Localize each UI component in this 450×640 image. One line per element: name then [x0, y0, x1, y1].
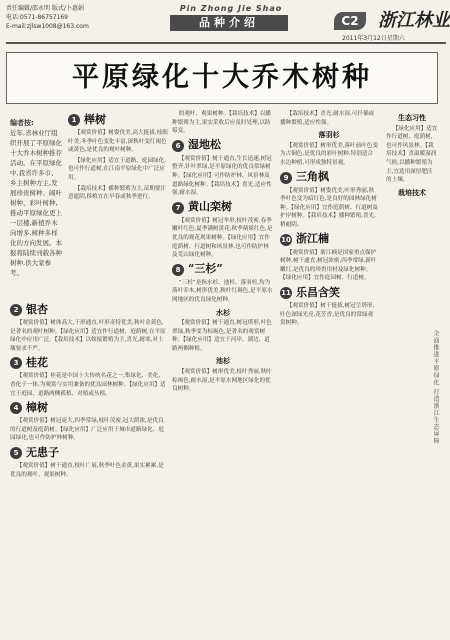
section-pinyin: Pin Zhong Jie Shao	[179, 4, 283, 13]
article-paragraph: 【观赏价值】树冠伞形,枝叶茂密,春季嫩叶红色,夏季满树黄花,秋季蒴果红色,是优良的观花观果树种。【绿化应用】宜作庭荫树、行道树和风景林,也可作防护林及荒山绿化树种。	[172, 217, 273, 259]
tree-heading	[280, 234, 378, 246]
article-paragraph: 【观赏价值】树姿优美,高大挺拔,枝细叶美,冬季叶色变化丰富,深秋叶变红褐色或黄色,是优良的观叶树种。	[68, 130, 168, 154]
headline: 平原绿化十大乔木树种	[72, 62, 372, 93]
tree-number: 8	[172, 264, 184, 276]
header-contact-info	[6, 4, 89, 31]
tree-heading	[172, 202, 274, 214]
tree-name: “三杉”	[188, 262, 223, 276]
tree-heading	[10, 304, 168, 316]
tree-number: 2	[10, 304, 22, 316]
tree-heading	[10, 357, 168, 369]
article-paragraph: “三杉”是指水杉、池杉、落羽杉,均为落叶乔木,树形优美,秋叶红褐色,是平原水网地区的优良绿化树种。	[172, 279, 273, 303]
article-paragraph: 【观赏价值】树冠庞大,四季常绿,枝叶茂密,冠大荫浓,是优良的行道树及庭荫树。【绿化应用】广泛应用于城市道路绿化、庭园绿化,也可作防护林树种。	[10, 418, 164, 442]
column-1-lower	[10, 300, 168, 630]
header-rule	[6, 42, 446, 44]
column-1-upper	[68, 110, 168, 298]
article-paragraph: 【栽培技术】播种繁殖为主,苗期要注意遮阴,移植宜在早春或秋季进行。	[68, 185, 166, 201]
article-paragraph: 【观赏价值】浙江楠是国家重点保护树种,树干通直,树冠浓密,四季常绿,新叶嫩红,是优良的珍贵用材及绿化树种。【绿化应用】宜作庭园树、行道树。	[280, 249, 377, 282]
subheading-habit: 生态习性	[398, 114, 426, 122]
tree-name: 乐昌含笑	[296, 285, 340, 299]
article-paragraph: 【观赏价值】树干挺拔,树冠呈塔形,叶色深绿光亮,花芳香,是优良的常绿观赏树种。	[280, 302, 375, 327]
tree-name: 银杏	[26, 302, 48, 316]
header-phone: 电话:0571-86757169	[6, 14, 68, 21]
article-paragraph: 【观赏价值】树姿优美,叶形秀丽,秋季叶色变为暗红色,是良好的园林绿化树种。【绿化应用】宜作庭荫树、行道树及护岸树种。【栽培技术】播种繁殖,喜光,稍耐阴。	[280, 187, 378, 228]
tree-number: 9	[280, 172, 292, 184]
subheading-cultivation: 栽培技术	[398, 188, 426, 197]
newspaper-logo: 浙江林业	[378, 10, 450, 31]
tree-name: 桂花	[26, 356, 48, 370]
subheading-luoyushan: 落羽杉	[318, 131, 340, 140]
header-email: E-mail:zjlsw1008@163.com	[6, 23, 89, 30]
tree-name: 黄山栾树	[188, 200, 232, 214]
header-editor: 责任编辑/邵永明 版式/卜惠娟	[6, 5, 84, 12]
tree-number: 1	[68, 114, 80, 126]
tree-number: 5	[10, 447, 22, 459]
tree-heading	[68, 114, 168, 126]
tree-name: 三角枫	[296, 170, 329, 184]
tree-name: 浙江楠	[296, 232, 329, 246]
tree-heading	[172, 140, 274, 152]
article-paragraph: 【观赏价值】树干通直,树冠塔形,叶色翠绿,秋季变为棕褐色,是著名的观赏树种。【绿化应用】适宜于河岸、湖边、道路两侧种植。	[172, 320, 272, 352]
headline-box	[6, 52, 438, 104]
article-paragraph: 【绿化应用】适宜于道路、庭园绿化,也可作行道树,在江南平原绿化中广泛应用。	[68, 157, 166, 181]
tree-number: 7	[172, 202, 184, 214]
column-2	[172, 110, 274, 630]
tree-heading	[280, 172, 378, 184]
article-paragraph: 【观赏价值】树体高大,干形通直,叶形奇特优美,秋叶金黄色,是著名的观叶树种。【绿化应用】适宜作行道树、庭荫树,在平原绿化中应用广泛。【栽培技术】以嫁接繁殖为主,喜光,耐寒,对土壤要求不严。	[10, 320, 166, 352]
article-paragraph: 【观赏价值】树形优美,枝叶秀丽,秋叶棕褐色,耐水湿,是平原水网地区绿化的优良树种。	[172, 369, 272, 393]
tree-heading	[280, 287, 378, 299]
tree-name: 榉树	[84, 112, 106, 126]
subheading-chishan: 池杉	[216, 357, 230, 366]
column-3	[280, 110, 378, 630]
article-paragraph: 【观赏价值】树形优美,落叶前叶色变为古铜色,是优良的彩叶树种,特别适合水边种植,可形成独特景观。	[280, 142, 378, 166]
editor-note	[10, 118, 64, 298]
tree-name: 无患子	[26, 445, 59, 459]
article-paragraph: 【观赏价值】桂花是中国十大传统名花之一,集绿化、美化、香化于一体,为观赏与实用兼备的优良园林树种。【绿化应用】适宜于庭园、道路两侧孤植、对植或丛植。	[10, 373, 166, 397]
tree-heading	[10, 447, 168, 459]
tree-name: 樟树	[26, 400, 48, 414]
tree-number: 10	[281, 235, 291, 244]
issue-date: 2011年3月12日星期六	[342, 35, 405, 42]
editor-note-title: 编者按:	[10, 119, 34, 127]
tree-heading	[10, 402, 168, 414]
subheading-shuishan: 水杉	[216, 308, 230, 317]
tree-name: 湿地松	[188, 138, 221, 152]
tree-number: 4	[10, 402, 22, 414]
tree-heading	[172, 264, 274, 276]
tree-number: 6	[172, 140, 184, 152]
article-paragraph: 【观赏价值】树干通直,生长迅速,树冠整齐,针叶翠绿,是平原绿化的优良常绿树种。【绿化应用】可作防护林、风景林及道路绿化树种。【栽培技术】喜光,适应性强,耐水湿。	[172, 155, 272, 197]
editor-note-body: 近年,省林业厅组织开展了平原绿化十大乔木树种推荐活动。在平原绿化中,我省许多市、乡主树种方主,发展珍贵树种、阔叶树种、彩叶树种,推动平原绿化更上一层楼,新植乔木向增多,树种多样化的方向发展。本报将陆续刊载各种树种,供大家参考。	[10, 129, 62, 277]
article-paragraph: 【栽培技术】喜光,耐水湿,可扦插或播种繁殖,适应性强。	[280, 111, 375, 126]
tree-number: 3	[10, 357, 22, 369]
article-paragraph: 的观叶、观果树种。【栽培技术】以播种繁殖为主,果实采收后应及时处理,以防霉变。	[172, 111, 272, 135]
article-paragraph: 【观赏价值】树干通直,枝叶广展,秋季叶色金黄,果实累累,是优良的观叶、观果树种。	[10, 462, 164, 478]
page-header	[0, 0, 450, 44]
page-code-badge: C2	[334, 12, 366, 30]
article-paragraph: 【绿化应用】适宜作行道树、庭荫树,也可作风景林。【栽培技术】喜温暖湿润气候,以播种繁殖为主,宜选用深厚肥沃的土壤。	[386, 125, 438, 184]
tree-number: 11	[281, 288, 291, 297]
section-title: 品种介绍	[170, 15, 288, 31]
vertical-slogan-band: 全面推进平原绿化 打造浙江生态屏障	[432, 330, 439, 445]
